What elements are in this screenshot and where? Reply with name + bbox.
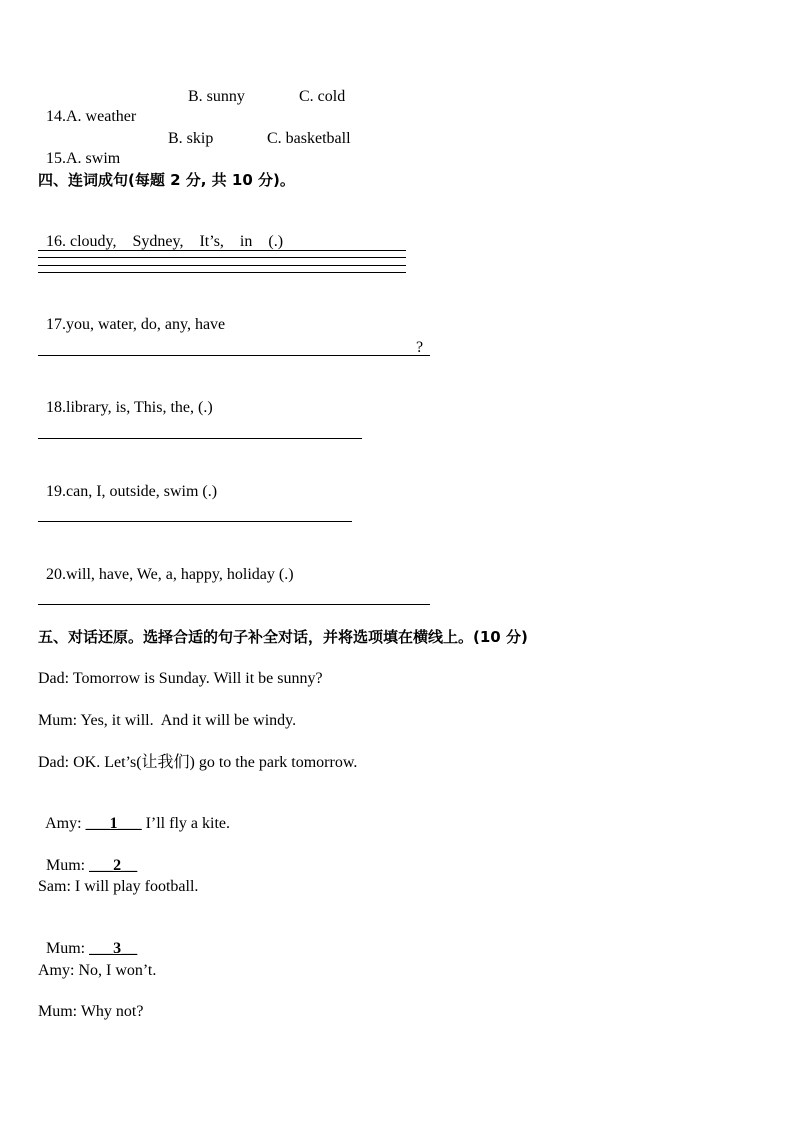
dialogue-line — [38, 794, 230, 834]
speaker: Mum: — [46, 857, 90, 874]
speaker: Amy: — [45, 815, 86, 832]
blank-1: ___1___ — [85, 815, 142, 832]
question-number: 19 — [46, 483, 62, 500]
option-c: C. basketball — [267, 130, 351, 147]
question-words: . cloudy, Sydney, It’s, in (.) — [62, 233, 284, 250]
dialogue-line: Mum: Why not? — [38, 1003, 144, 1020]
question-15 — [38, 129, 120, 169]
answer-line — [38, 604, 430, 605]
dialogue-line — [38, 919, 137, 959]
answer-line — [38, 250, 406, 251]
option-a: A. weather — [66, 108, 137, 125]
question-14 — [38, 87, 136, 127]
question-16 — [38, 212, 283, 252]
dialogue-line — [38, 836, 137, 876]
dialogue-line: Mum: Yes, it will. And it will be windy. — [38, 712, 297, 729]
answer-line — [38, 438, 362, 439]
question-number: 14. — [46, 108, 66, 125]
question-words: .can, I, outside, swim (.) — [62, 483, 218, 500]
section-4-title: 四、连词成句(每题 2 分, 共 10 分)。 — [38, 171, 295, 189]
question-number: 17 — [46, 316, 62, 333]
section-5-title: 五、对话还原。选择合适的句子补全对话，并将选项填在横线上。(10 分) — [38, 628, 528, 646]
blank-3: ___3__ — [89, 940, 138, 957]
option-a: A. swim — [66, 150, 121, 167]
question-words: .will, have, We, a, happy, holiday (.) — [62, 566, 294, 583]
dialogue-line: Dad: OK. Let’s(让我们) go to the park tomorrow. — [38, 754, 358, 771]
option-c: C. cold — [299, 88, 346, 105]
answer-line — [38, 257, 406, 258]
question-words: .library, is, This, the, (.) — [62, 399, 213, 416]
dialogue-text: I’ll fly a kite. — [141, 815, 230, 832]
question-20 — [38, 545, 294, 585]
answer-line — [38, 521, 352, 522]
option-b: B. sunny — [188, 88, 245, 105]
question-17 — [38, 295, 225, 335]
question-18 — [38, 378, 213, 418]
dialogue-line: Dad: Tomorrow is Sunday. Will it be sunny? — [38, 670, 323, 687]
question-number: 15. — [46, 150, 66, 167]
answer-line — [38, 355, 430, 356]
blank-2: ___2__ — [89, 857, 138, 874]
speaker: Mum: — [46, 940, 90, 957]
question-number: 20 — [46, 566, 62, 583]
question-19 — [38, 462, 217, 502]
answer-line — [38, 265, 406, 266]
question-words: .you, water, do, any, have — [62, 316, 226, 333]
option-b: B. skip — [168, 130, 214, 147]
dialogue-line: Amy: No, I won’t. — [38, 962, 157, 979]
question-mark: ? — [416, 339, 424, 356]
answer-line — [38, 272, 406, 273]
question-number: 18 — [46, 399, 62, 416]
dialogue-line: Sam: I will play football. — [38, 878, 199, 895]
question-number: 16 — [46, 233, 62, 250]
